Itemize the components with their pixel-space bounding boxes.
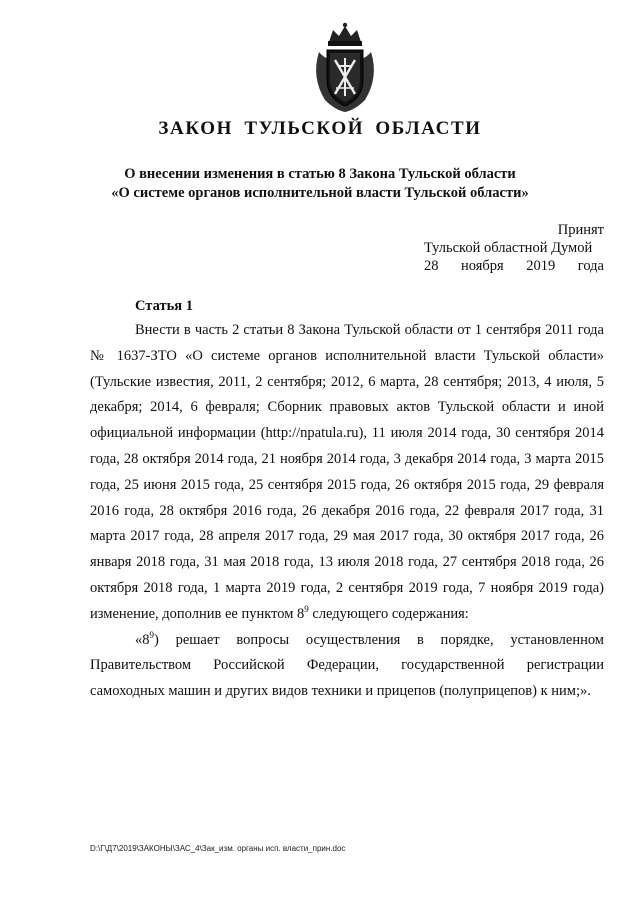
paragraph-2-rest: ) решает вопросы осуществления в порядке, установленном Правительством Российской Федерации, государственной регистрации самоходных машин и других видов техники и прицепов (полуприцепов) к ним;». [90,631,604,700]
subtitle-line-2: «О системе органов исполнительной власти Тульской области» [111,185,529,201]
subtitle-line-1: О внесении изменения в статью 8 Закона Тульской области [124,166,516,182]
file-path-footer: D:\Г\Д7\2019\ЗАКОНЫ\ЗАС_4\Зак_изм. органы исп. власти_прин.doc [90,844,346,853]
adopted-label: Принят [557,222,604,238]
tula-coat-of-arms-icon [305,22,385,114]
paragraph-1-tail: следующего содержания: [308,605,469,622]
adopted-year: 2019 [526,258,556,274]
adopted-date [424,257,604,275]
article-paragraph-2 [90,628,604,705]
law-subtitle [0,165,640,203]
paragraph-1-text: Внести в часть 2 статьи 8 Закона Тульской области от 1 сентября 2011 года № 1637-ЗТО «О системе органов исполнительной власти Тульской области» (Тульские известия, 2011, 2 сентября; 2012, 6 марта, 28 сентября; 2013, 4 июля, 5 декабря; 2014, 6 февраля; Сборник правовых актов Тульской области и иной официальной информации (http://npatula.ru), 11 июля 2014 года, 30 сентября 2014 года, 28 октября 2014 года, 21 ноября 2014 года, 3 декабря 2014 года, 3 марта 2015 года, 25 июня 2015 года, 25 сентября 2015 года, 26 октября 2015 года, 29 февраля 2016 года, 28 октября 2016 года, 26 декабря 2016 года, 22 февраля 2017 года, 31 марта 2017 года, 28 апреля 2017 года, 29 мая 2017 года, 30 октября 2017 года, 26 января 2018 года, 31 мая 2018 года, 13 июля 2018 года, 27 сентября 2018 года, 26 октября 2018 года, 1 марта 2019 года, 2 сентября 2019 года, 7 ноября 2019 года) изменение, дополнив ее пунктом 8 [90,322,604,622]
paragraph-2-open: «8 [135,631,150,648]
law-title: ЗАКОН ТУЛЬСКОЙ ОБЛАСТИ [158,118,482,139]
paragraph-2-superscript: 9 [149,629,154,640]
adopted-day: 28 [424,258,439,274]
adopted-by: Тульской областной Думой [424,240,593,256]
article-paragraph-1 [90,318,604,628]
paragraph-1-superscript: 9 [304,603,309,614]
article-body [90,318,604,705]
adopted-month: ноября [461,258,504,274]
adopted-year-word: года [577,258,604,274]
adoption-block [424,221,604,275]
article-heading: Статья 1 [135,298,193,314]
